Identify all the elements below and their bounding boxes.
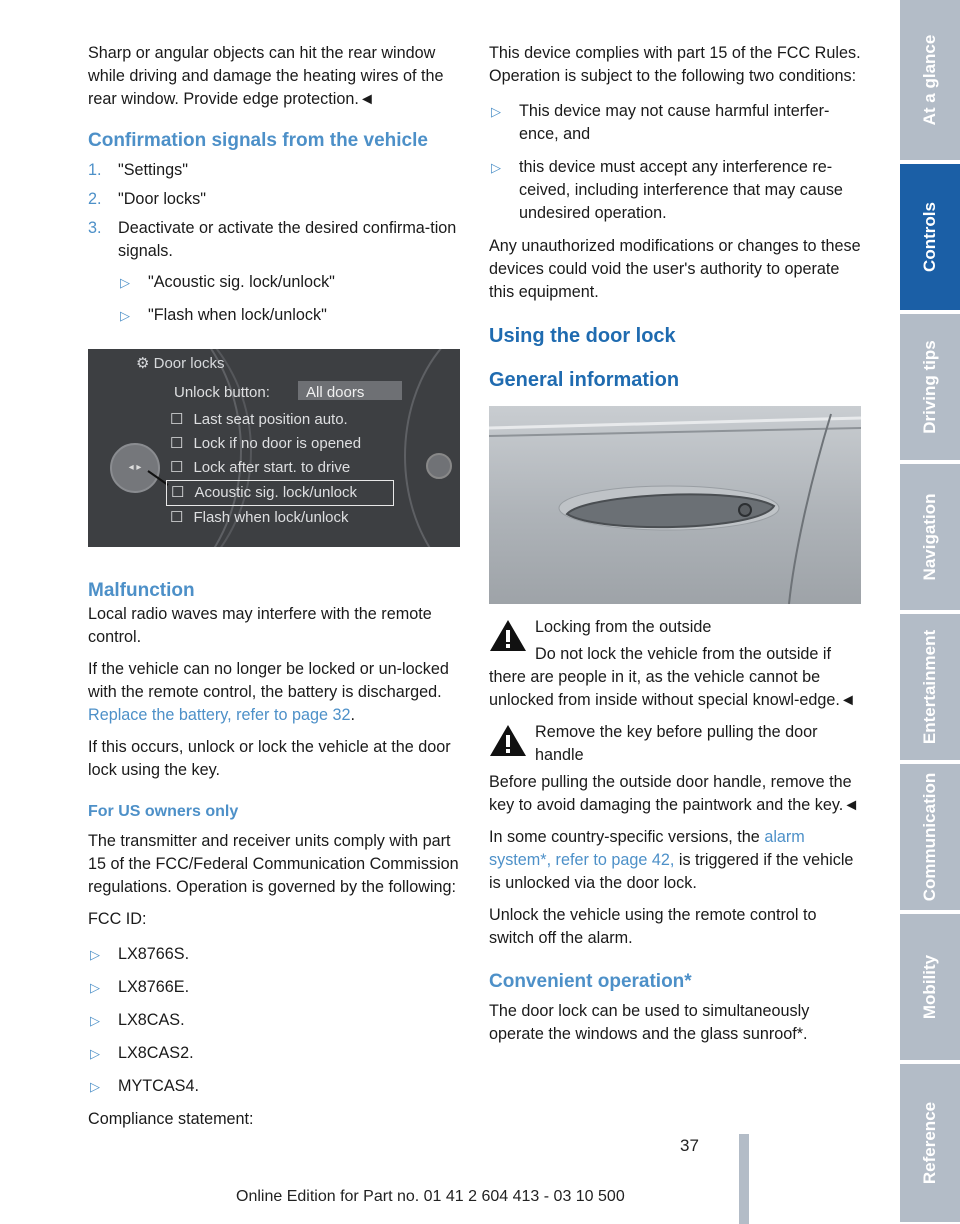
- page-number: 37: [680, 1136, 699, 1155]
- list-item: 3. Deactivate or activate the desired confirma-tion signals. ▷ "Acoustic sig. lock/unlock" ▷ "Flash when lock/unlock": [88, 217, 462, 327]
- warning-text: Do not lock the vehicle from the outside if there are people in it, as the vehicle cannot be unlocked from inside without special knowl-edge.◄: [489, 645, 856, 709]
- using-door-lock-heading: Using the door lock: [489, 325, 676, 347]
- steps-list: [88, 159, 462, 327]
- list-item: ▷ This device may not cause harmful interfer-ence, and: [491, 102, 830, 143]
- right-column: [489, 42, 863, 1055]
- triangle-bullet-icon: ▷: [90, 1046, 100, 1061]
- compliance-label: Compliance statement:: [88, 1110, 254, 1128]
- convenient-paragraph: The door lock can be used to simultaneously operate the windows and the glass sunroof*.: [489, 1002, 810, 1043]
- tab-communication[interactable]: Communication: [900, 764, 960, 910]
- screen-option: ☐ Last seat position auto.: [170, 411, 348, 428]
- triangle-bullet-icon: ▷: [491, 160, 501, 175]
- controller-knob: ◂ ▸: [110, 443, 160, 493]
- triangle-bullet-icon: ▷: [120, 308, 130, 323]
- warning-triangle-icon: [489, 723, 527, 757]
- screen-option: ☐ Lock after start. to drive: [170, 459, 351, 476]
- substeps-list: [118, 271, 462, 327]
- triangle-bullet-icon: ▷: [90, 1013, 100, 1028]
- list-item: 2. "Door locks": [88, 190, 206, 208]
- warning-locking-outside: [489, 616, 863, 712]
- alarm-system-link[interactable]: alarm system*, refer to page 42,: [489, 828, 805, 869]
- tab-navigation[interactable]: Navigation: [900, 464, 960, 610]
- warning-remove-key: [489, 721, 863, 767]
- malfunction-paragraph-1: Local radio waves may interfere with the remote control.: [88, 605, 432, 646]
- triangle-bullet-icon: ▷: [90, 1079, 100, 1094]
- tab-entertainment[interactable]: Entertainment: [900, 614, 960, 760]
- triangle-bullet-icon: ▷: [90, 947, 100, 962]
- list-item: 1. "Settings": [88, 161, 188, 179]
- convenient-operation-heading: Convenient operation*: [489, 971, 692, 992]
- confirmation-heading: Confirmation signals from the vehicle: [88, 130, 428, 151]
- footer-text: Online Edition for Part no. 01 41 2 604 413 - 03 10 500: [236, 1188, 625, 1205]
- unlock-paragraph: Unlock the vehicle using the remote control to switch off the alarm.: [489, 906, 817, 947]
- malfunction-heading: Malfunction: [88, 580, 195, 601]
- list-item: ▷ LX8CAS.: [88, 1009, 462, 1032]
- page-bar: [739, 1134, 749, 1224]
- door-handle-illustration: [489, 406, 861, 604]
- modifications-paragraph: Any unauthorized modifications or changes to these devices could void the user's authority to operate this equipment.: [489, 237, 861, 301]
- screen-title: Door locks: [153, 355, 225, 372]
- warning-triangle-icon: [489, 618, 527, 652]
- list-item: ▷ LX8766E.: [88, 976, 462, 999]
- general-information-heading: General information: [489, 369, 680, 391]
- list-item: ▷ "Acoustic sig. lock/unlock": [118, 271, 462, 294]
- list-item: ▷ this device must accept any interference re-ceived, including interference that may cause undesired operation.: [491, 158, 843, 222]
- screen-option: ☐ Lock if no door is opened: [170, 435, 362, 452]
- tab-reference[interactable]: Reference: [900, 1064, 960, 1222]
- gear-icon: ⚙: [136, 355, 150, 372]
- fcc-id-list: [88, 943, 462, 1098]
- triangle-bullet-icon: ▷: [491, 104, 501, 119]
- unlock-label: Unlock button:: [174, 384, 270, 401]
- left-column: [88, 42, 462, 1140]
- us-owners-heading: For US owners only: [88, 803, 239, 820]
- battery-link[interactable]: Replace the battery, refer to page 32: [88, 706, 351, 724]
- screen-option-highlighted: ☐ Acoustic sig. lock/unlock: [166, 480, 394, 506]
- list-item: ▷ LX8CAS2.: [88, 1042, 462, 1065]
- list-item: ▷ "Flash when lock/unlock": [118, 304, 462, 327]
- warning-text: Before pulling the outside door handle, remove the key to avoid damaging the paintwork and the key.◄: [489, 773, 860, 814]
- us-paragraph: The transmitter and receiver units comply with part 15 of the FCC/Federal Communication Commission regulations. Operation is governed by the following:: [88, 832, 459, 896]
- door-handle-photo: [489, 406, 861, 604]
- tab-controls[interactable]: Controls: [900, 164, 960, 310]
- tab-mobility[interactable]: Mobility: [900, 914, 960, 1060]
- warning-title: Remove the key before pulling the door handle: [535, 723, 818, 764]
- tab-driving-tips[interactable]: Driving tips: [900, 314, 960, 460]
- device-paragraph: This device complies with part 15 of the FCC Rules. Operation is subject to the following two conditions:: [489, 44, 861, 85]
- chapter-tabs: [900, 0, 960, 1222]
- unlock-value: All doors: [298, 381, 402, 400]
- conditions-list: [489, 100, 863, 225]
- fcc-label: FCC ID:: [88, 910, 147, 928]
- malfunction-paragraph-2: If the vehicle can no longer be locked or un-locked with the remote control, the battery is discharged. Replace the battery, refer to page 32.: [88, 660, 449, 724]
- triangle-bullet-icon: ▷: [120, 275, 130, 290]
- tab-at-a-glance[interactable]: At a glance: [900, 0, 960, 160]
- door-locks-screen-image: [88, 349, 460, 547]
- warning-title: Locking from the outside: [535, 618, 712, 636]
- screen-option: ☐ Flash when lock/unlock: [170, 509, 349, 526]
- list-item: ▷ LX8766S.: [88, 943, 462, 966]
- alarm-paragraph: In some country-specific versions, the alarm system*, refer to page 42, is triggered if the vehicle is unlocked via the door lock.: [489, 828, 854, 892]
- list-item: ▷ MYTCAS4.: [88, 1075, 462, 1098]
- triangle-bullet-icon: ▷: [90, 980, 100, 995]
- intro-paragraph: Sharp or angular objects can hit the rear window while driving and damage the heating wires of the rear window. Provide edge protection.◄: [88, 44, 444, 108]
- malfunction-paragraph-3: If this occurs, unlock or lock the vehicle at the door lock using the key.: [88, 738, 451, 779]
